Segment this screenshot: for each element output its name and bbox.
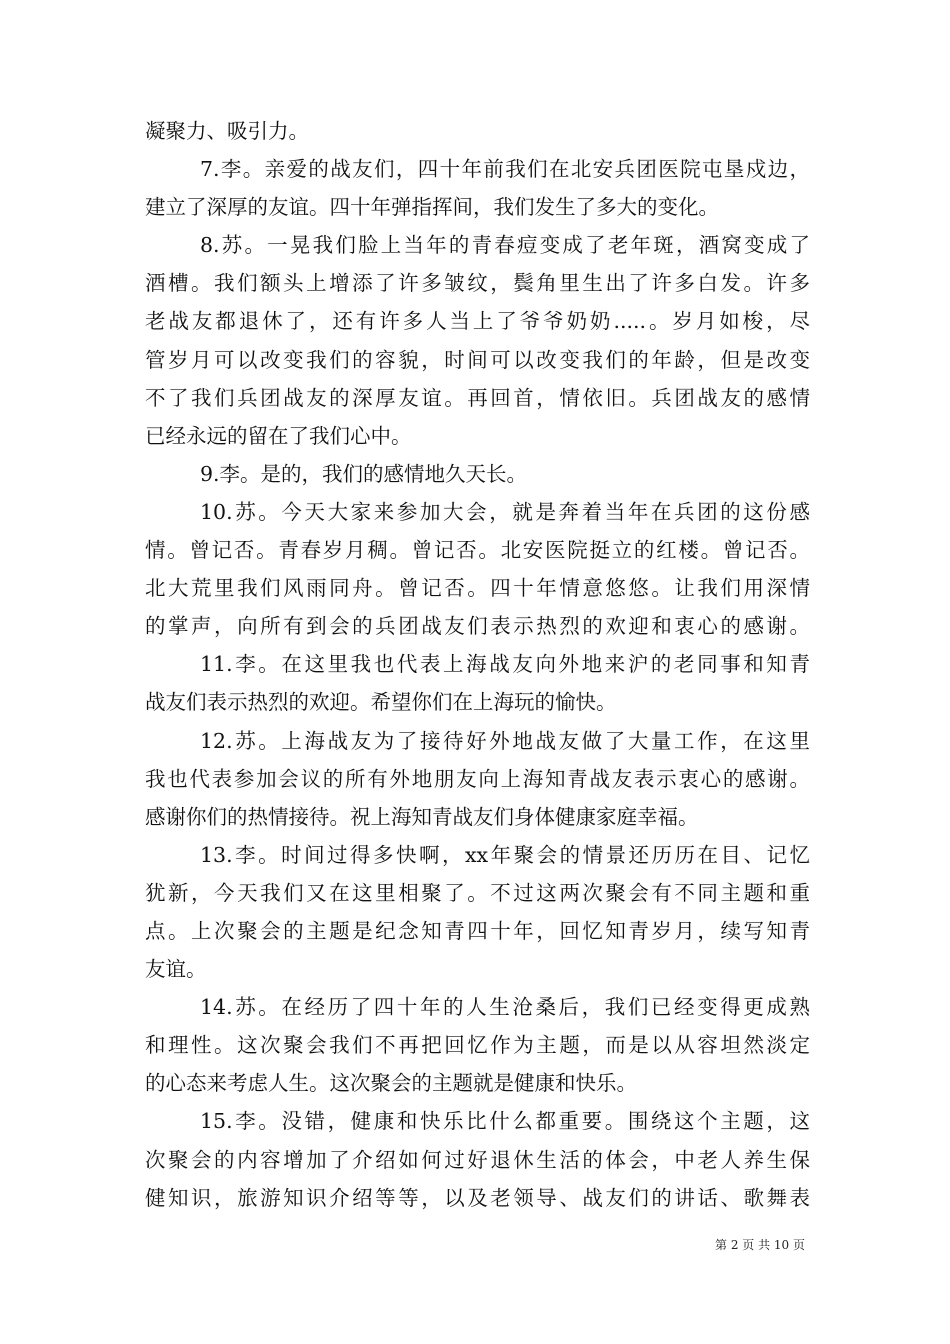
- text-line: 犹新，今天我们又在这里相聚了。不过这两次聚会有不同主题和重: [145, 880, 810, 905]
- document-body: [145, 112, 810, 1217]
- text-line: 感谢你们的热情接待。祝上海知青战友们身体健康家庭幸福。: [145, 804, 699, 829]
- text-line: 友谊。: [145, 957, 207, 982]
- text-line: 战友们表示热烈的欢迎。希望你们在上海玩的愉快。: [145, 690, 617, 715]
- text-line: 8.苏。一晃我们脸上当年的青春痘变成了老年斑，酒窝变成了: [200, 233, 810, 258]
- text-line: 酒槽。我们额头上增添了许多皱纹，鬓角里生出了许多白发。许多: [145, 271, 810, 296]
- text-line: 不了我们兵团战友的深厚友谊。再回首，情依旧。兵团战友的感情: [145, 385, 810, 410]
- text-line: 已经永远的留在了我们心中。: [145, 423, 412, 448]
- text-line: 北大荒里我们风雨同舟。曾记否。四十年情意悠悠。让我们用深情: [145, 576, 810, 601]
- text-line: 老战友都退休了，还有许多人当上了爷爷奶奶.....。岁月如梭，尽: [145, 309, 810, 334]
- text-line: 的心态来考虑人生。这次聚会的主题就是健康和快乐。: [145, 1071, 637, 1096]
- text-line: 管岁月可以改变我们的容貌，时间可以改变我们的年龄，但是改变: [145, 347, 810, 372]
- text-line: 情。曾记否。青春岁月稠。曾记否。北安医院挺立的红楼。曾记否。: [145, 538, 810, 563]
- text-line: 10.苏。今天大家来参加大会，就是奔着当年在兵团的这份感: [200, 499, 810, 524]
- text-line: 建立了深厚的友谊。四十年弹指挥间，我们发生了多大的变化。: [145, 195, 719, 220]
- text-line: 14.苏。在经历了四十年的人生沧桑后，我们已经变得更成熟: [200, 995, 810, 1020]
- text-line: 9.李。是的，我们的感情地久天长。: [200, 461, 528, 486]
- text-line: 我也代表参加会议的所有外地朋友向上海知青战友表示衷心的感谢。: [145, 766, 810, 791]
- text-line: 7.李。亲爱的战友们，四十年前我们在北安兵团医院屯垦戍边，: [200, 157, 810, 182]
- text-line: 12.苏。上海战友为了接待好外地战友做了大量工作，在这里: [200, 728, 810, 753]
- page-number-footer: 第 2 页 共 10 页: [715, 1238, 805, 1252]
- text-line: 和理性。这次聚会我们不再把回忆作为主题，而是以从容坦然淡定: [145, 1033, 810, 1058]
- text-line: 11.李。在这里我也代表上海战友向外地来沪的老同事和知青: [200, 652, 810, 677]
- text-line: 凝聚力、吸引力。: [145, 119, 309, 143]
- text-line: 13.李。时间过得多快啊，xx年聚会的情景还历历在目、记忆: [200, 842, 810, 867]
- text-line: 的掌声，向所有到会的兵团战友们表示热烈的欢迎和衷心的感谢。: [145, 614, 810, 639]
- text-line: 15.李。没错，健康和快乐比什么都重要。围绕这个主题，这: [200, 1109, 810, 1134]
- text-line: 点。上次聚会的主题是纪念知青四十年，回忆知青岁月，续写知青: [145, 918, 810, 943]
- text-line: 次聚会的内容增加了介绍如何过好退休生活的体会，中老人养生保: [145, 1147, 810, 1172]
- text-line: 健知识，旅游知识介绍等等，以及老领导、战友们的讲话、歌舞表: [145, 1185, 810, 1210]
